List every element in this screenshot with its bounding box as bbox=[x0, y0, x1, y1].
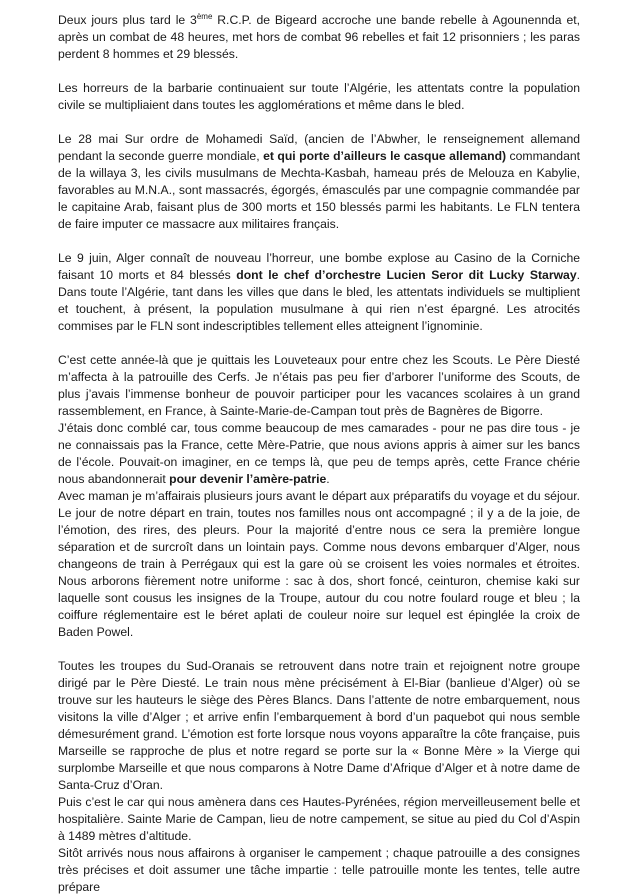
paragraph-p6 bbox=[58, 420, 580, 488]
bold-text: et qui porte d’ailleurs le casque allemand) bbox=[263, 149, 507, 163]
bold-text: dont le chef d’orchestre Lucien Seror dit Lucky Starway bbox=[236, 268, 577, 282]
text-run: Deux jours plus tard le 3 bbox=[58, 13, 197, 27]
paragraph-p8 bbox=[58, 658, 580, 794]
paragraph-p1 bbox=[58, 12, 580, 63]
bold-text: pour devenir l’amère-patrie bbox=[169, 472, 327, 486]
text-run: . bbox=[326, 472, 330, 486]
text-run: C’est cette année-là que je quittais les Louveteaux pour entre chez les Scouts. Le Père Diesté m’affecta à la patrouille des Cerfs. Je n’étais pas peu fier d’arborer l’uniforme des Scouts, de plus j’avais l’immense bonheur de pouvoir participer pour les vacances scolaires à un grand rassemblement, en France, à Sainte-Marie-de-Campan tout près de Bagnères de Bigorre. bbox=[58, 353, 580, 418]
text-run: Avec maman je m’affairais plusieurs jours avant le départ aux préparatifs du voyage et du séjour. Le jour de notre départ en train, toutes nos familles nous ont accompagné ; il y a de la joie, de l’émotion, des rires, des pleurs. Pour la majorité d’entre nous ce sera la première longue séparation et de surcroît dans un lointain pays. Comme nous devons embarquer d’Alger, nous changeons de train à Perrégaux qui est la gare où se croisent les voies normales et étroites. Nous arborons fièrement notre uniforme : sac à dos, short foncé, ceinturon, chemise kaki sur laquelle sont cousus les insignes de la Troupe, autour du cou notre foulard rouge et bleu ; la coiffure réglementaire est le béret aplati de couleur noire sur lequel est épinglée la croix de Baden Powel. bbox=[58, 489, 580, 639]
paragraph-p10 bbox=[58, 845, 580, 896]
paragraph-p2 bbox=[58, 80, 580, 114]
document-body bbox=[58, 12, 580, 896]
text-run: . Dans toute l’Algérie, tant dans les villes que dans le bled, les attentats individuels se multiplient et touchent, à présent, la population musulmane à qui rien n’est épargné. Les atrocités commises par le FLN sont indescriptibles tellement elles atteignent l’ignominie. bbox=[58, 268, 580, 333]
superscript: ème bbox=[196, 12, 213, 21]
paragraph-p7 bbox=[58, 488, 580, 641]
text-run: J’étais donc comblé car, tous comme beaucoup de mes camarades - pour ne pas dire tous - je ne connaissais pas la France, cette Mère-Patrie, que nous avions appris à aimer sur les bancs de l’école. Pouvait-on imaginer, en ce temps là, que peu de temps après, cette France chérie nous abandonnerait bbox=[58, 421, 580, 486]
paragraph-p3 bbox=[58, 131, 580, 233]
text-run: Sitôt arrivés nous nous affairons à organiser le campement ; chaque patrouille a des consignes très précises et doit assumer une tâche impartie : telle patrouille monte les tentes, telle autre prépare bbox=[58, 846, 580, 894]
text-run: Puis c’est le car qui nous amènera dans ces Hautes-Pyrénées, région merveilleusement belle et hospitalière. Sainte Marie de Campan, lieu de notre campement, se situe au pied du Col d’Aspin à 1489 mètres d’altitude. bbox=[58, 795, 580, 843]
text-run: R.C.P. de Bigeard accroche une bande rebelle à Agounennda et, après un combat de 48 heures, met hors de combat 96 rebelles et fait 12 prisonniers ; les paras perdent 8 hommes et 29 blessés. bbox=[58, 13, 580, 61]
text-run: Toutes les troupes du Sud-Oranais se retrouvent dans notre train et rejoignent notre groupe dirigé par le Père Diesté. Le train nous mène précisément à El-Biar (banlieue d’Alger) où se trouve sur les hauteurs le siège des Pères Blancs. Dans l’attente de notre embarquement, nous visitons la ville d’Alger ; et arrive enfin l’embarquement à bord d’un paquebot qui nous semble démesurément grand. L’émotion est forte lorsque nous voyons apparaître la côte française, puis Marseille se rapproche de plus et notre regard se porte sur la « Bonne Mère » la Vierge qui surplombe Marseille et que nous comparons à Notre Dame d’Afrique d’Alger et à notre dame de Santa-Cruz d’Oran. bbox=[58, 659, 580, 792]
paragraph-p9 bbox=[58, 794, 580, 845]
text-run: Le 28 mai Sur ordre de Mohamedi Saïd, (ancien de l’Abwher, le renseignement allemand pendant la seconde guerre mondiale, bbox=[58, 132, 580, 163]
paragraph-p5 bbox=[58, 352, 580, 420]
paragraph-p4 bbox=[58, 250, 580, 335]
text-run: Le 9 juin, Alger connaît de nouveau l’horreur, une bombe explose au Casino de la Corniche faisant 10 morts et 84 blessés bbox=[58, 251, 580, 282]
text-run: Les horreurs de la barbarie continuaient sur toute l’Algérie, les attentats contre la population civile se multipliaient dans toutes les agglomérations et même dans le bled. bbox=[58, 81, 580, 112]
text-run: commandant de la willaya 3, les civils musulmans de Mechta-Kasbah, hameau prés de Melouza en Kabylie, favorables au M.N.A., sont massacrés, égorgés, émasculés par une compagnie commandée par le capitaine Arab, faisant plus de 300 morts et 150 blessés parmi les habitants. Le FLN tentera de faire imputer ce massacre aux militaires français. bbox=[58, 149, 581, 231]
